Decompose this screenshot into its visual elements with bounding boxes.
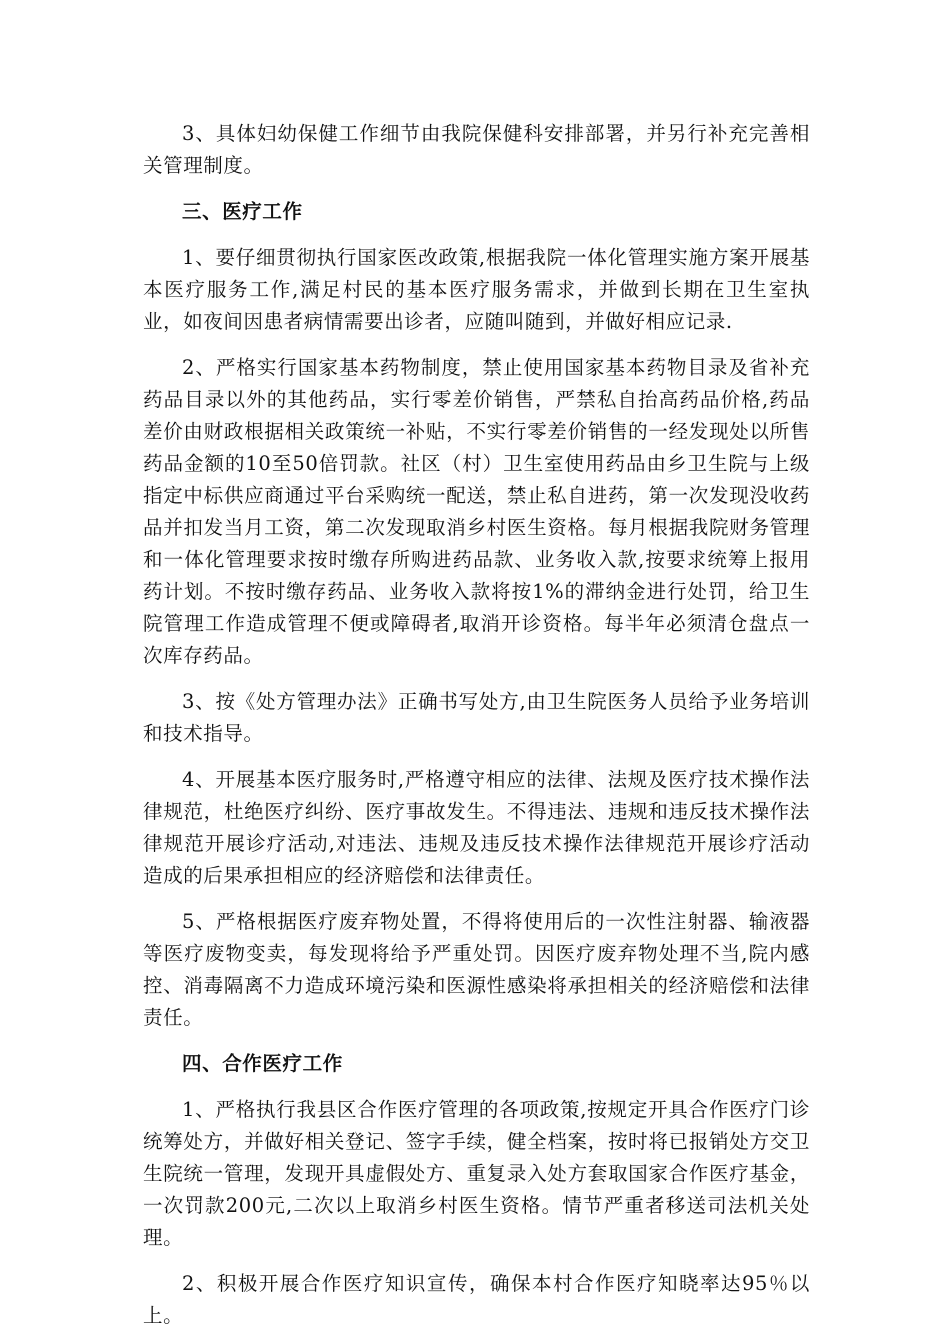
paragraph-cooperative-2: 2、积极开展合作医疗知识宣传，确保本村合作医疗知晓率达95％以上。 [143, 1272, 810, 1327]
paragraph-medical-3: 3、按《处方管理办法》正确书写处方,由卫生院医务人员给予业务培训和技术指导。 [143, 690, 810, 745]
section-heading-cooperative-medical: 四、合作医疗工作 [182, 1052, 343, 1075]
section-heading-medical-work: 三、医疗工作 [182, 200, 303, 223]
paragraph-medical-1: 1、要仔细贯彻执行国家医改政策,根据我院一体化管理实施方案开展基本医疗服务工作,满足村民的基本医疗服务需求，并做到长期在卫生室执业，如夜间因患者病情需要出诊者，应随叫随到，并做好相应记录. [143, 246, 810, 333]
document-page [143, 118, 810, 1332]
paragraph-medical-2: 2、严格实行国家基本药物制度，禁止使用国家基本药物目录及省补充药品目录以外的其他药品，实行零差价销售，严禁私自抬高药品价格,药品差价由财政根据相关政策统一补贴，不实行零差价销售的一经发现处以所售药品金额的10至50倍罚款。社区（村）卫生室使用药品由乡卫生院与上级指定中标供应商通过平台采购统一配送，禁止私自进药，第一次发现没收药品并扣发当月工资，第二次发现取消乡村医生资格。每月根据我院财务管理和一体化管理要求按时缴存所购进药品款、业务收入款,按要求统筹上报用药计划。不按时缴存药品、业务收入款将按1%的滞纳金进行处罚，给卫生院管理工作造成管理不便或障碍者,取消开诊资格。每半年必须清仓盘点一次库存药品。 [143, 356, 810, 667]
paragraph-cooperative-1: 1、严格执行我县区合作医疗管理的各项政策,按规定开具合作医疗门诊统筹处方，并做好相关登记、签字手续，健全档案，按时将已报销处方交卫生院统一管理，发现开具虚假处方、重复录入处方套取国家合作医疗基金，一次罚款200元,二次以上取消乡村医生资格。情节严重者移送司法机关处理。 [143, 1098, 810, 1249]
paragraph-medical-5: 5、严格根据医疗废弃物处置，不得将使用后的一次性注射器、输液器等医疗废物变卖，每发现将给予严重处罚。因医疗废弃物处理不当,院内感控、消毒隔离不力造成环境污染和医源性感染将承担相关的经济赔偿和法律责任。 [143, 910, 810, 1029]
paragraph-maternal-health-3: 3、具体妇幼保健工作细节由我院保健科安排部署，并另行补充完善相关管理制度。 [143, 122, 810, 177]
paragraph-medical-4: 4、开展基本医疗服务时,严格遵守相应的法律、法规及医疗技术操作法律规范，杜绝医疗纠纷、医疗事故发生。不得违法、违规和违反技术操作法律规范开展诊疗活动,对违法、违规及违反技术操作法律规范开展诊疗活动造成的后果承担相应的经济赔偿和法律责任。 [143, 768, 810, 887]
